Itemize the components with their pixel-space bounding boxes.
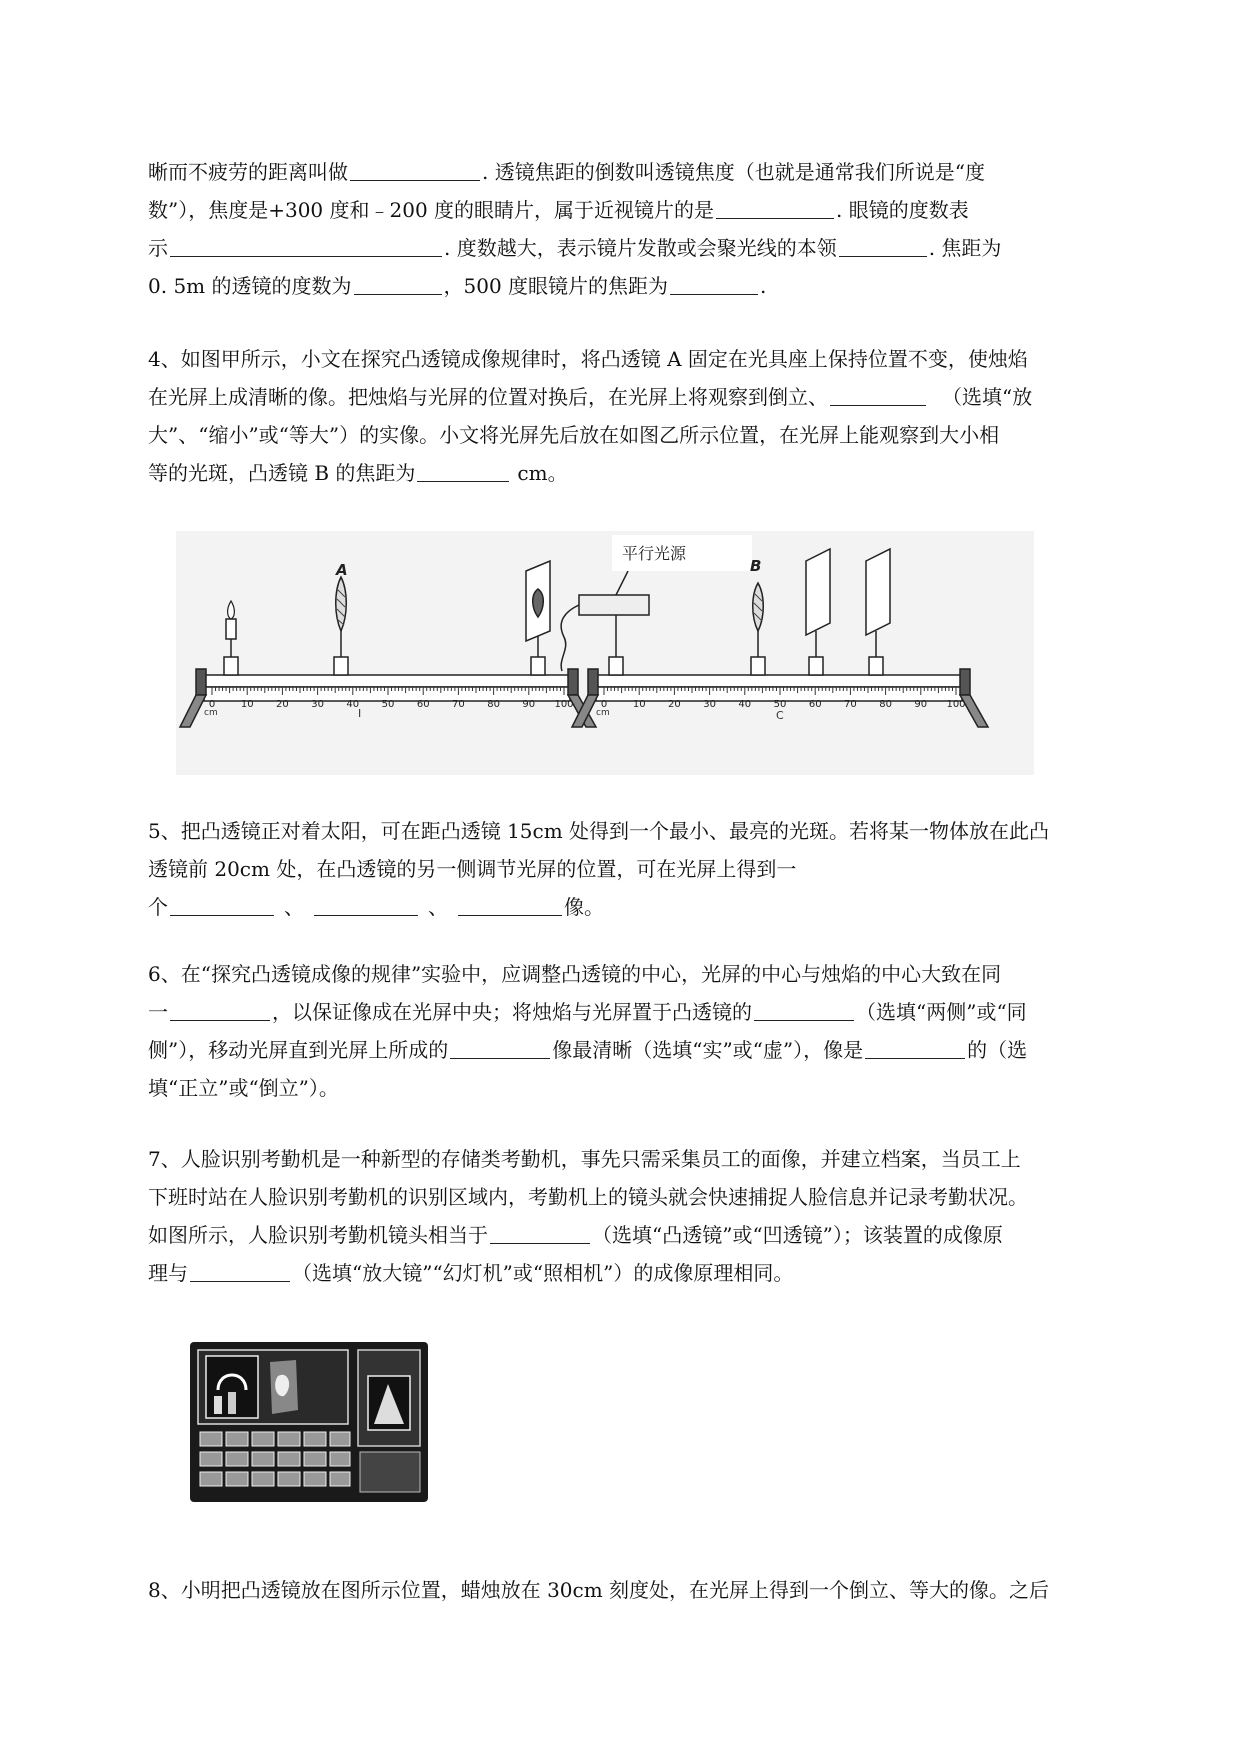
text: 一 [148,1000,168,1024]
parallel-light-source [561,571,649,675]
scale-label-right: 60 [808,699,822,710]
lens-b-label: B [750,557,762,575]
screen-left [526,561,550,675]
candle-holder [224,619,238,675]
text: ，以保证像成在光屏中央；将烛焰与光屏置于凸透镜的 [272,1000,752,1024]
text: 8、小明把凸透镜放在图所示位置，蜡烛放在 30cm 刻度处，在光屏上得到一个倒立、等大的像。之后 [148,1578,1050,1602]
scale-label-right: 100 [946,699,966,710]
scale-label-right: 70 [844,699,857,710]
answer-blank[interactable] [417,457,509,482]
scale-label-right: 0 [600,699,608,710]
lens-b [751,583,765,675]
answer-blank[interactable] [839,232,927,257]
text: 的（选 [967,1038,1028,1062]
text: 5、把凸透镜正对着太阳，可在距凸透镜 15cm 处得到一个最小、最亮的光斑。若将某一物体放在此凸 [148,819,1050,843]
caption-right: C [776,709,784,722]
answer-blank[interactable] [754,996,854,1021]
scale-label-right: 50 [773,699,787,710]
scale-label-left: 50 [381,699,395,710]
text: 等的光斑，凸透镜 B 的焦距为 [148,461,416,485]
question-8 [148,1571,1148,1609]
answer-blank[interactable] [354,270,442,295]
text: 示 [148,236,168,260]
text: 数”），焦度是+300 度和﹣200 度的眼睛片，属于近视镜片的是 [148,198,715,222]
unit-label-left: cm [204,708,218,718]
text: . 透镜焦距的倒数叫透镜焦度（也就是通常我们所说是“度 [482,160,985,184]
scale-label-right: 80 [879,699,892,710]
text: 晰而不疲劳的距离叫做 [148,160,348,184]
light-source-label: 平行光源 [622,544,687,563]
lens-a-label: A [336,561,348,579]
answer-blank[interactable] [314,891,418,916]
caption-left: I [358,707,362,720]
scale-label-left: 20 [276,699,289,710]
text: 像。 [564,895,604,919]
separator: 、 [428,895,448,919]
text: 填“正立”或“倒立”）。 [148,1076,339,1100]
answer-blank[interactable] [170,996,270,1021]
separator: 、 [284,895,304,919]
text: cm。 [517,461,568,485]
answer-blank[interactable] [450,1034,550,1059]
text: （选填“两侧”或“同 [856,1000,1027,1024]
text: 理与 [148,1261,188,1285]
answer-blank[interactable] [670,270,758,295]
question-7 [148,1140,1148,1292]
scale-label-left: 40 [346,699,360,710]
answer-blank[interactable] [830,381,926,406]
answer-blank[interactable] [190,1257,290,1282]
scale-label-right: 90 [914,699,928,710]
text: 4、如图甲所示，小文在探究凸透镜成像规律时，将凸透镜 A 固定在光具座上保持位置不变，使烛焰 [148,347,1028,371]
scale-label-right: 20 [668,699,681,710]
text: . 焦距为 [928,236,1002,260]
scale-label-left: 0 [208,699,216,710]
question-3-continuation [148,153,1148,305]
scale-label-right: 40 [738,699,752,710]
scale-label-left: 60 [416,699,430,710]
answer-blank[interactable] [458,891,562,916]
left-bench [180,669,596,727]
text: 7、人脸识别考勤机是一种新型的存储类考勤机，事先只需采集员工的面像，并建立档案，当员工上 [148,1147,1021,1171]
text: 如图所示，人脸识别考勤机镜头相当于 [148,1223,488,1247]
text: 像最清晰（选填“实”或“虚”），像是 [552,1038,864,1062]
face-recognition-machine-image [188,1340,430,1505]
text: 在光屏上成清晰的像。把烛焰与光屏的位置对换后，在光屏上将观察到倒立、 [148,385,828,409]
text: 6、在“探究凸透镜成像的规律”实验中，应调整凸透镜的中心，光屏的中心与烛焰的中心大致在同 [148,962,1002,986]
text: . 眼镜的度数表 [836,198,969,222]
answer-blank[interactable] [170,891,274,916]
scale-label-left: 70 [452,699,465,710]
scale-label-right: 10 [632,699,646,710]
answer-blank[interactable] [490,1219,590,1244]
scale-label-left: 30 [311,699,324,710]
lens-a [334,577,348,675]
question-4 [148,340,1148,492]
text: ，500 度眼镜片的焦距为 [443,274,669,298]
text: 大”、“缩小”或“等大”）的实像。小文将光屏先后放在如图乙所示位置，在光屏上能观察到大小相 [148,423,1000,447]
unit-label-right: cm [596,708,610,718]
question-5 [148,812,1148,926]
scale-label-left: 80 [487,699,500,710]
text: （选填“凸透镜”或“凹透镜”）；该装置的成像原 [592,1223,1003,1247]
answer-blank[interactable] [350,156,480,181]
text: 下班时站在人脸识别考勤机的识别区域内，考勤机上的镜头就会快速捕捉人脸信息并记录考勤状况。 [148,1185,1028,1209]
answer-blank[interactable] [170,232,442,257]
screen-right-1 [806,549,830,675]
text: . 度数越大，表示镜片发散或会聚光线的本领 [444,236,837,260]
text: 0. 5m 的透镜的度数为 [148,274,352,298]
text: 透镜前 20cm 处，在凸透镜的另一侧调节光屏的位置，可在光屏上得到一 [148,857,797,881]
question-6 [148,955,1148,1107]
text: 个 [148,895,168,919]
text: . [760,274,767,298]
screen-right-2 [866,549,890,675]
scale-label-left: 90 [522,699,536,710]
flame-icon [228,601,235,619]
answer-blank[interactable] [716,194,834,219]
scale-label-left: 100 [554,699,574,710]
scale-label-right: 30 [703,699,716,710]
text: （选填“放大镜”“幻灯机”或“照相机”）的成像原理相同。 [292,1261,794,1285]
answer-blank[interactable] [865,1034,965,1059]
text: 侧”），移动光屏直到光屏上所成的 [148,1038,449,1062]
text: （选填“放 [942,385,1033,409]
scale-label-left: 10 [240,699,254,710]
optical-bench-figure [176,531,1034,775]
